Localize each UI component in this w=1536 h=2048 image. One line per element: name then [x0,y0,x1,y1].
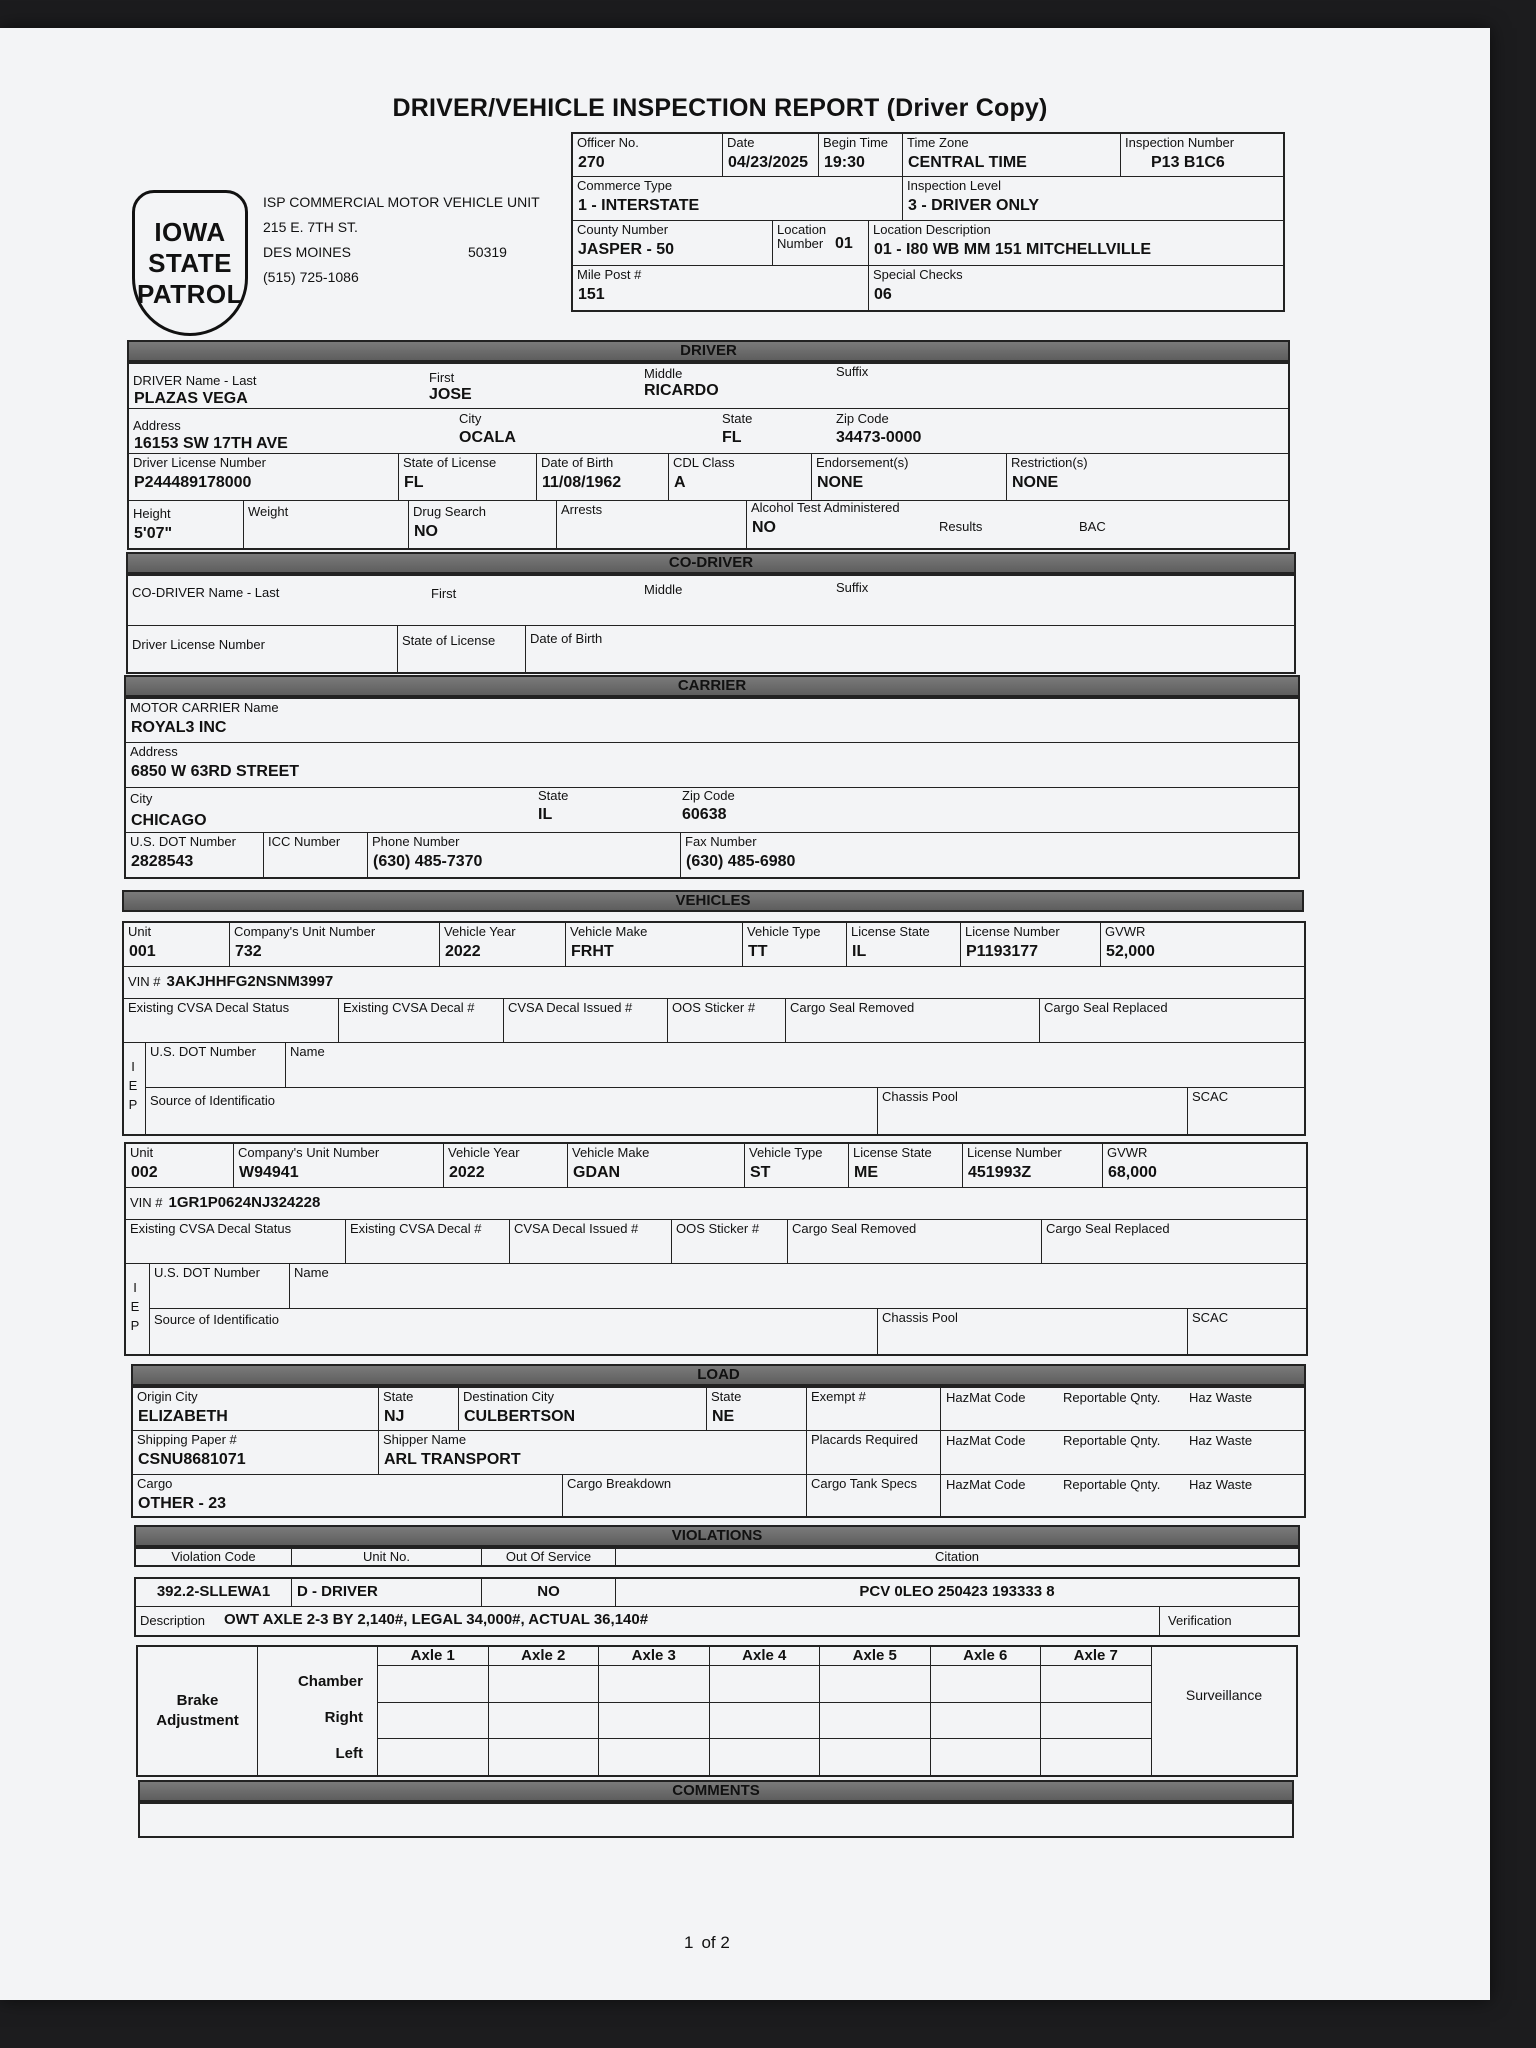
vehicle-year: 2022 [445,943,481,960]
axle-measurement-cell[interactable] [1041,1667,1151,1703]
endorsements-field: Endorsement(s) NONE [812,454,1007,501]
driver-section-header: DRIVER [127,340,1290,362]
destination-state: NE [712,1408,735,1425]
violation-unit: D - DRIVER [297,1583,378,1600]
shipper-name: ARL TRANSPORT [384,1451,521,1468]
citation-number: PCV 0LEO 250423 193333 8 [859,1583,1055,1600]
axle-column [378,1647,489,1775]
brake-adjustment-table [136,1645,1298,1777]
violation-oos: NO [537,1583,560,1600]
cdl-class-field: CDL Class A [669,454,812,501]
axle-measurement-cell[interactable] [931,1703,1041,1739]
time-zone-field: Time Zone CENTRAL TIME [903,134,1121,177]
axle-column [931,1647,1042,1775]
weight-field: Weight [244,501,409,548]
carrier-fax-field: Fax Number (630) 485-6980 [685,834,796,870]
alcohol-test-field: Alcohol Test Administered NO Results BAC [751,500,1106,536]
location-number-field: Location Number 01 [773,221,869,266]
state-of-license-field: State of License FL [399,454,537,501]
logo-line-1: IOWA [154,216,226,247]
vehicle-make: FRHT [571,943,614,960]
driver-license-field: Driver License Number P244489178000 [129,454,399,501]
axle-header: Axle 3 [599,1647,709,1666]
violations-section-header: VIOLATIONS [134,1525,1300,1547]
brake-row-chamber: Chamber [297,1673,363,1690]
date-field: Date 04/23/2025 [723,134,819,177]
carrier-city-row: City CHICAGO State IL Zip Code 60638 [126,788,1298,833]
axle-measurement-cell[interactable] [710,1703,820,1739]
axle-measurement-cell[interactable] [710,1739,820,1775]
officer-no-field: Officer No. 270 [573,134,723,177]
report-title: DRIVER/VEHICLE INSPECTION REPORT (Driver Copy) [392,94,1048,122]
vehicle-unit-1: Unit 001 Company's Unit Number 732 Vehicle Year 2022 Vehicle Make FRHT Vehicle Type TT License State IL License Number P1193177 GVWR 52,000 VIN # 3AKJHHFG2NSNM3997 Existing CVSA Decal Status Existing CVSA Decal # CVSA Decal Issued # OOS Sticker # Cargo Seal Removed Cargo Seal Replaced I E P U.S. DOT Number Name Source of Identificatio Chassis Pool SCAC [122,921,1306,1136]
codriver-dob-field: Date of Birth [530,631,603,646]
license-state: IL [852,943,867,960]
violation-description: Description OWT AXLE 2-3 BY 2,140#, LEGAL 34,000#, ACTUAL 36,140# [136,1607,1160,1635]
company-unit-number: 732 [235,943,262,960]
load-section-header: LOAD [131,1364,1306,1386]
special-checks-field: Special Checks 06 [873,267,963,303]
carrier-phone-field: Phone Number (630) 485-7370 [368,833,681,877]
axle-header: Axle 6 [931,1647,1041,1666]
county-number-field: County Number JASPER - 50 [573,221,773,266]
logo-line-2: STATE [148,247,232,278]
axle-measurement-cell[interactable] [599,1703,709,1739]
icc-number-field: ICC Number [264,833,368,877]
axle-measurement-cell[interactable] [378,1667,488,1703]
violation-code: 392.2-SLLEWA1 [156,1583,271,1600]
vin-row: VIN # 1GR1P0624NJ324228 [126,1188,1306,1220]
shipping-paper: CSNU8681071 [138,1451,246,1468]
company-unit-number: W94941 [239,1164,299,1181]
axle-column [1041,1647,1152,1775]
location-description-field: Location Description 01 - I80 WB MM 151 MITCHELLVILLE [869,221,1283,266]
logo-line-3: PATROL [136,278,244,309]
axle-measurement-cell[interactable] [820,1703,930,1739]
axle-measurement-cell[interactable] [378,1703,488,1739]
date-of-birth-field: Date of Birth 11/08/1962 [537,454,669,501]
iep-marker: I E P [126,1264,150,1354]
codriver-section [126,574,1296,674]
codriver-section-header: CO-DRIVER [126,552,1296,574]
vin-number: 3AKJHHFG2NSNM3997 [166,973,334,990]
license-number: P1193177 [966,943,1039,960]
usdot-number-field: U.S. DOT Number 2828543 [126,833,264,877]
axle-header: Axle 4 [710,1647,820,1666]
iowa-state-patrol-logo [132,190,248,336]
axle-column [710,1647,821,1775]
drug-search-field: Drug Search NO [409,501,557,548]
gvwr: 52,000 [1106,943,1155,960]
vehicle-type: ST [750,1164,771,1181]
cargo: OTHER - 23 [138,1495,227,1512]
vehicle-unit-2: Unit 002 Company's Unit Number W94941 Vehicle Year 2022 Vehicle Make GDAN Vehicle Type ST License State ME License Number 451993Z GVWR 68,000 VIN # 1GR1P0624NJ324228 Existing CVSA Decal Status Existing CVSA Decal # CVSA Decal Issued # OOS Sticker # Cargo Seal Removed Cargo Seal Replaced I E P U.S. DOT Number Name Source of Identificatio Chassis Pool SCAC [124,1142,1308,1356]
axle-header: Axle 5 [820,1647,930,1666]
agency-phone: (515) 725-1086 [263,269,359,285]
agency-street: 215 E. 7TH ST. [263,219,358,235]
origin-city: ELIZABETH [138,1408,228,1425]
axle-measurement-cell[interactable] [931,1739,1041,1775]
vin-number: 1GR1P0624NJ324228 [168,1194,321,1211]
license-state: ME [854,1164,878,1181]
violation-column-headers: Violation Code Unit No. Out Of Service Citation [134,1547,1300,1567]
violation-row: 392.2-SLLEWA1 D - DRIVER NO PCV 0LEO 250423 193333 8 Description OWT AXLE 2-3 BY 2,140#, LEGAL 34,000#, ACTUAL 36,140# Verification [134,1577,1300,1637]
hazmat-row-2: HazMat Code Reportable Qnty. Haz Waste [941,1431,1304,1475]
arrests-field: Arrests [557,501,747,548]
codriver-name-row: CO-DRIVER Name - Last First Middle Suffix [128,576,1294,626]
gvwr: 68,000 [1108,1164,1157,1181]
axle-measurement-cell[interactable] [378,1739,488,1775]
load-section: Origin City ELIZABETH State NJ Destination City CULBERTSON State NE Exempt # HazMat Code Reportable Qnty. Haz Waste Shipping Paper # CSNU8681071 Shipper Name ARL TRANSPORT Placards Required HazMat Code Reportable Qnty. Haz Waste Cargo OTHER - 23 Cargo Breakdown Cargo Tank Specs HazMat Code Reportable Qnty. Haz Waste [131,1386,1306,1518]
axle-header: Axle 2 [489,1647,599,1666]
axle-column [599,1647,710,1775]
vin-row: VIN # 3AKJHHFG2NSNM3997 [124,967,1304,999]
hazmat-row-1: HazMat Code Reportable Qnty. Haz Waste [941,1388,1304,1431]
begin-time-field: Begin Time 19:30 [819,134,903,177]
vehicles-section-header: VEHICLES [122,890,1304,912]
codriver-sol-field: State of License [398,626,526,672]
restrictions-field: Restriction(s) NONE [1007,454,1288,501]
axle-measurement-cell[interactable] [489,1703,599,1739]
agency-city: DES MOINES [263,244,351,260]
axle-column [820,1647,931,1775]
axle-measurement-cell[interactable] [489,1667,599,1703]
destination-city: CULBERTSON [464,1408,576,1425]
vehicle-year: 2022 [449,1164,485,1181]
iep-marker: I E P [124,1043,146,1134]
driver-name-row: DRIVER Name - Last PLAZAS VEGA First JOSE Middle RICARDO Suffix [129,364,1288,409]
codriver-license-field: Driver License Number [128,626,398,672]
hazmat-row-3: HazMat Code Reportable Qnty. Haz Waste [946,1477,1253,1492]
axle-measurement-cell[interactable] [820,1667,930,1703]
axle-measurement-cell[interactable] [931,1667,1041,1703]
vehicle-make: GDAN [573,1164,621,1181]
agency-zip: 50319 [468,244,507,260]
axle-measurement-cell[interactable] [710,1667,820,1703]
axle-measurement-cell[interactable] [599,1667,709,1703]
carrier-section-header: CARRIER [124,675,1300,697]
driver-address-row: Address 16153 SW 17TH AVE City OCALA State FL Zip Code 34473-0000 [129,409,1288,454]
carrier-section [124,697,1300,879]
inspection-number-field: Inspection Number P13 B1C6 [1121,134,1283,177]
axle-header: Axle 1 [378,1647,488,1666]
axle-measurement-cell[interactable] [599,1739,709,1775]
vehicle-type: TT [748,943,768,960]
agency-unit: ISP COMMERCIAL MOTOR VEHICLE UNIT [263,194,540,210]
report-page [0,28,1490,2000]
commerce-type-field: Commerce Type 1 - INTERSTATE [573,177,903,221]
brake-adjustment-label: Brake Adjustment [156,1692,239,1729]
axle-header: Axle 7 [1041,1647,1151,1666]
axle-measurement-cell[interactable] [1041,1703,1151,1739]
license-number: 451993Z [968,1164,1032,1181]
vehicle-unit-number: 002 [131,1164,158,1181]
carrier-name-field: MOTOR CARRIER Name ROYAL3 INC [126,699,1298,743]
agency-address [263,190,540,290]
comments-section-header: COMMENTS [138,1780,1294,1802]
carrier-address-field: Address 6850 W 63RD STREET [126,743,1298,788]
surveillance-label: Surveillance [1185,1687,1263,1703]
brake-row-right: Right [324,1709,363,1726]
inspection-header-grid [571,132,1285,312]
axle-measurement-cell[interactable] [820,1739,930,1775]
axle-column [489,1647,600,1775]
mile-post-field: Mile Post # 151 [573,266,869,310]
driver-section [127,362,1290,550]
axle-measurement-cell[interactable] [489,1739,599,1775]
comments-field[interactable] [138,1802,1294,1838]
height-field: Height 5'07" [129,501,244,548]
inspection-level-field: Inspection Level 3 - DRIVER ONLY [903,177,1283,221]
page-number: 1 of 2 [684,1933,730,1952]
brake-row-left: Left [335,1745,363,1762]
vehicle-unit-number: 001 [129,943,156,960]
axle-measurement-cell[interactable] [1041,1739,1151,1775]
origin-state: NJ [384,1408,405,1425]
